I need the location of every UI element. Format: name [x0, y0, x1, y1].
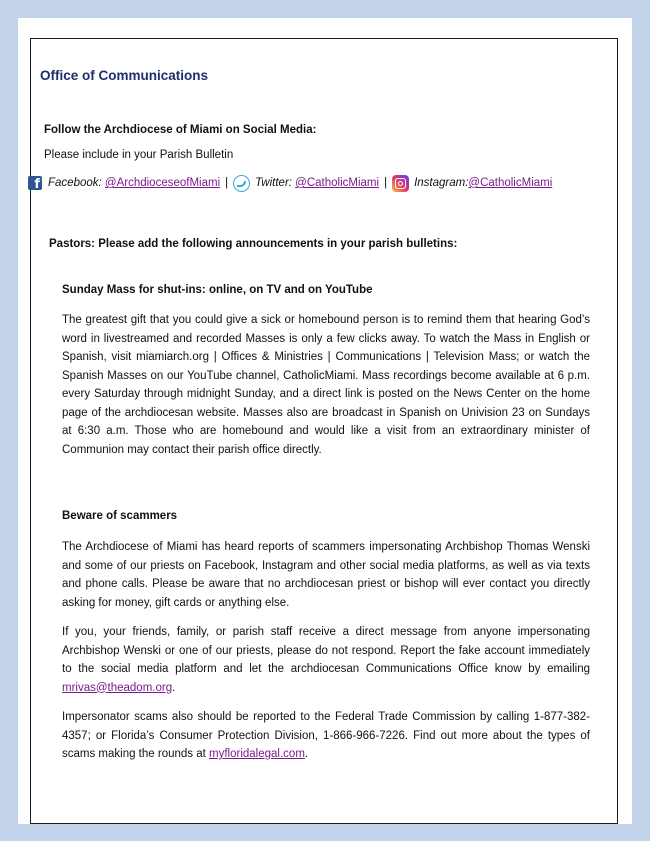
- section-heading-sunday-mass: Sunday Mass for shut-ins: online, on TV and on YouTube: [62, 284, 373, 296]
- social-links-row: [28, 172, 608, 194]
- section-heading-scammers: Beware of scammers: [62, 510, 178, 522]
- separator: |: [384, 177, 388, 189]
- twitter-label: Twitter:: [255, 177, 292, 189]
- sunday-mass-paragraph: The greatest gift that you could give a sick or homebound person is to remind them that hearing God’s word in livestreamed and recorded Masses is only a few clicks away. To watch the Mass in English or Spanish, visit miamiarch.org | Offices & Ministries | Communications | Television Mass; or watch the Spanish Masses on our YouTube channel, CatholicMiami. Mass recordings become available at 6 p.m. every Saturday through midnight Sunday, and a direct link is posted on the News Center on the home page of the archdiocesan website. Masses also are broadcast in Spanish on Univision 23 on Sundays at 6:30 a.m. Those who are homebound and would like a visit from an extraordinary minister of Communion may contact their parish office directly.: [62, 314, 590, 456]
- email-link[interactable]: mrivas@theadom.org: [62, 681, 173, 694]
- website-link[interactable]: myfloridalegal.com: [209, 748, 305, 760]
- scammers-paragraph-2-text: If you, your friends, family, or parish staff receive a direct message from anyone impersonating Archbishop Wenski or one of our priests, please do not respond. Report the fake account immediately to the social media platform and let the archdiocesan Communications Office know by emailing: [62, 626, 590, 675]
- scammers-paragraph-3-text: Impersonator scams also should be reported to the Federal Trade Commission by calling 1-877-382-4357; or Florida’s Consumer Protection Division, 1-866-966-7226. Find out more about the types of scams making the rounds at: [62, 711, 590, 760]
- scammers-paragraph-1: The Archdiocese of Miami has heard reports of scammers impersonating Archbishop Thomas Wenski and some of our priests on Facebook, Instagram and other social media platforms, as well as via texts and phone calls. Please be aware that no archdiocesan priest or bishop will ever contact you directly asking for money, gift cards or anything else.: [62, 541, 590, 609]
- instagram-link[interactable]: @CatholicMiami: [468, 177, 553, 189]
- facebook-icon: [28, 176, 42, 190]
- instagram-label: Instagram:: [414, 177, 469, 189]
- include-note: Please include in your Parish Bulletin: [44, 149, 234, 161]
- separator: |: [225, 177, 229, 189]
- facebook-label: Facebook:: [48, 177, 102, 189]
- office-title: Office of Communications: [40, 68, 209, 83]
- period: .: [172, 681, 176, 694]
- facebook-link[interactable]: @ArchdioceseofMiami: [104, 177, 221, 189]
- period: .: [304, 748, 309, 760]
- follow-heading: Follow the Archdiocese of Miami on Social Media:: [44, 124, 317, 136]
- scammers-paragraph-2: [62, 623, 590, 697]
- instagram-icon: [392, 175, 409, 192]
- twitter-icon: [233, 175, 250, 192]
- scammers-paragraph-3: [62, 708, 590, 764]
- pastors-heading: Pastors: Please add the following announcements in your parish bulletins:: [49, 238, 458, 250]
- bulletin-page: [18, 18, 632, 824]
- twitter-link[interactable]: @CatholicMiami: [295, 177, 380, 189]
